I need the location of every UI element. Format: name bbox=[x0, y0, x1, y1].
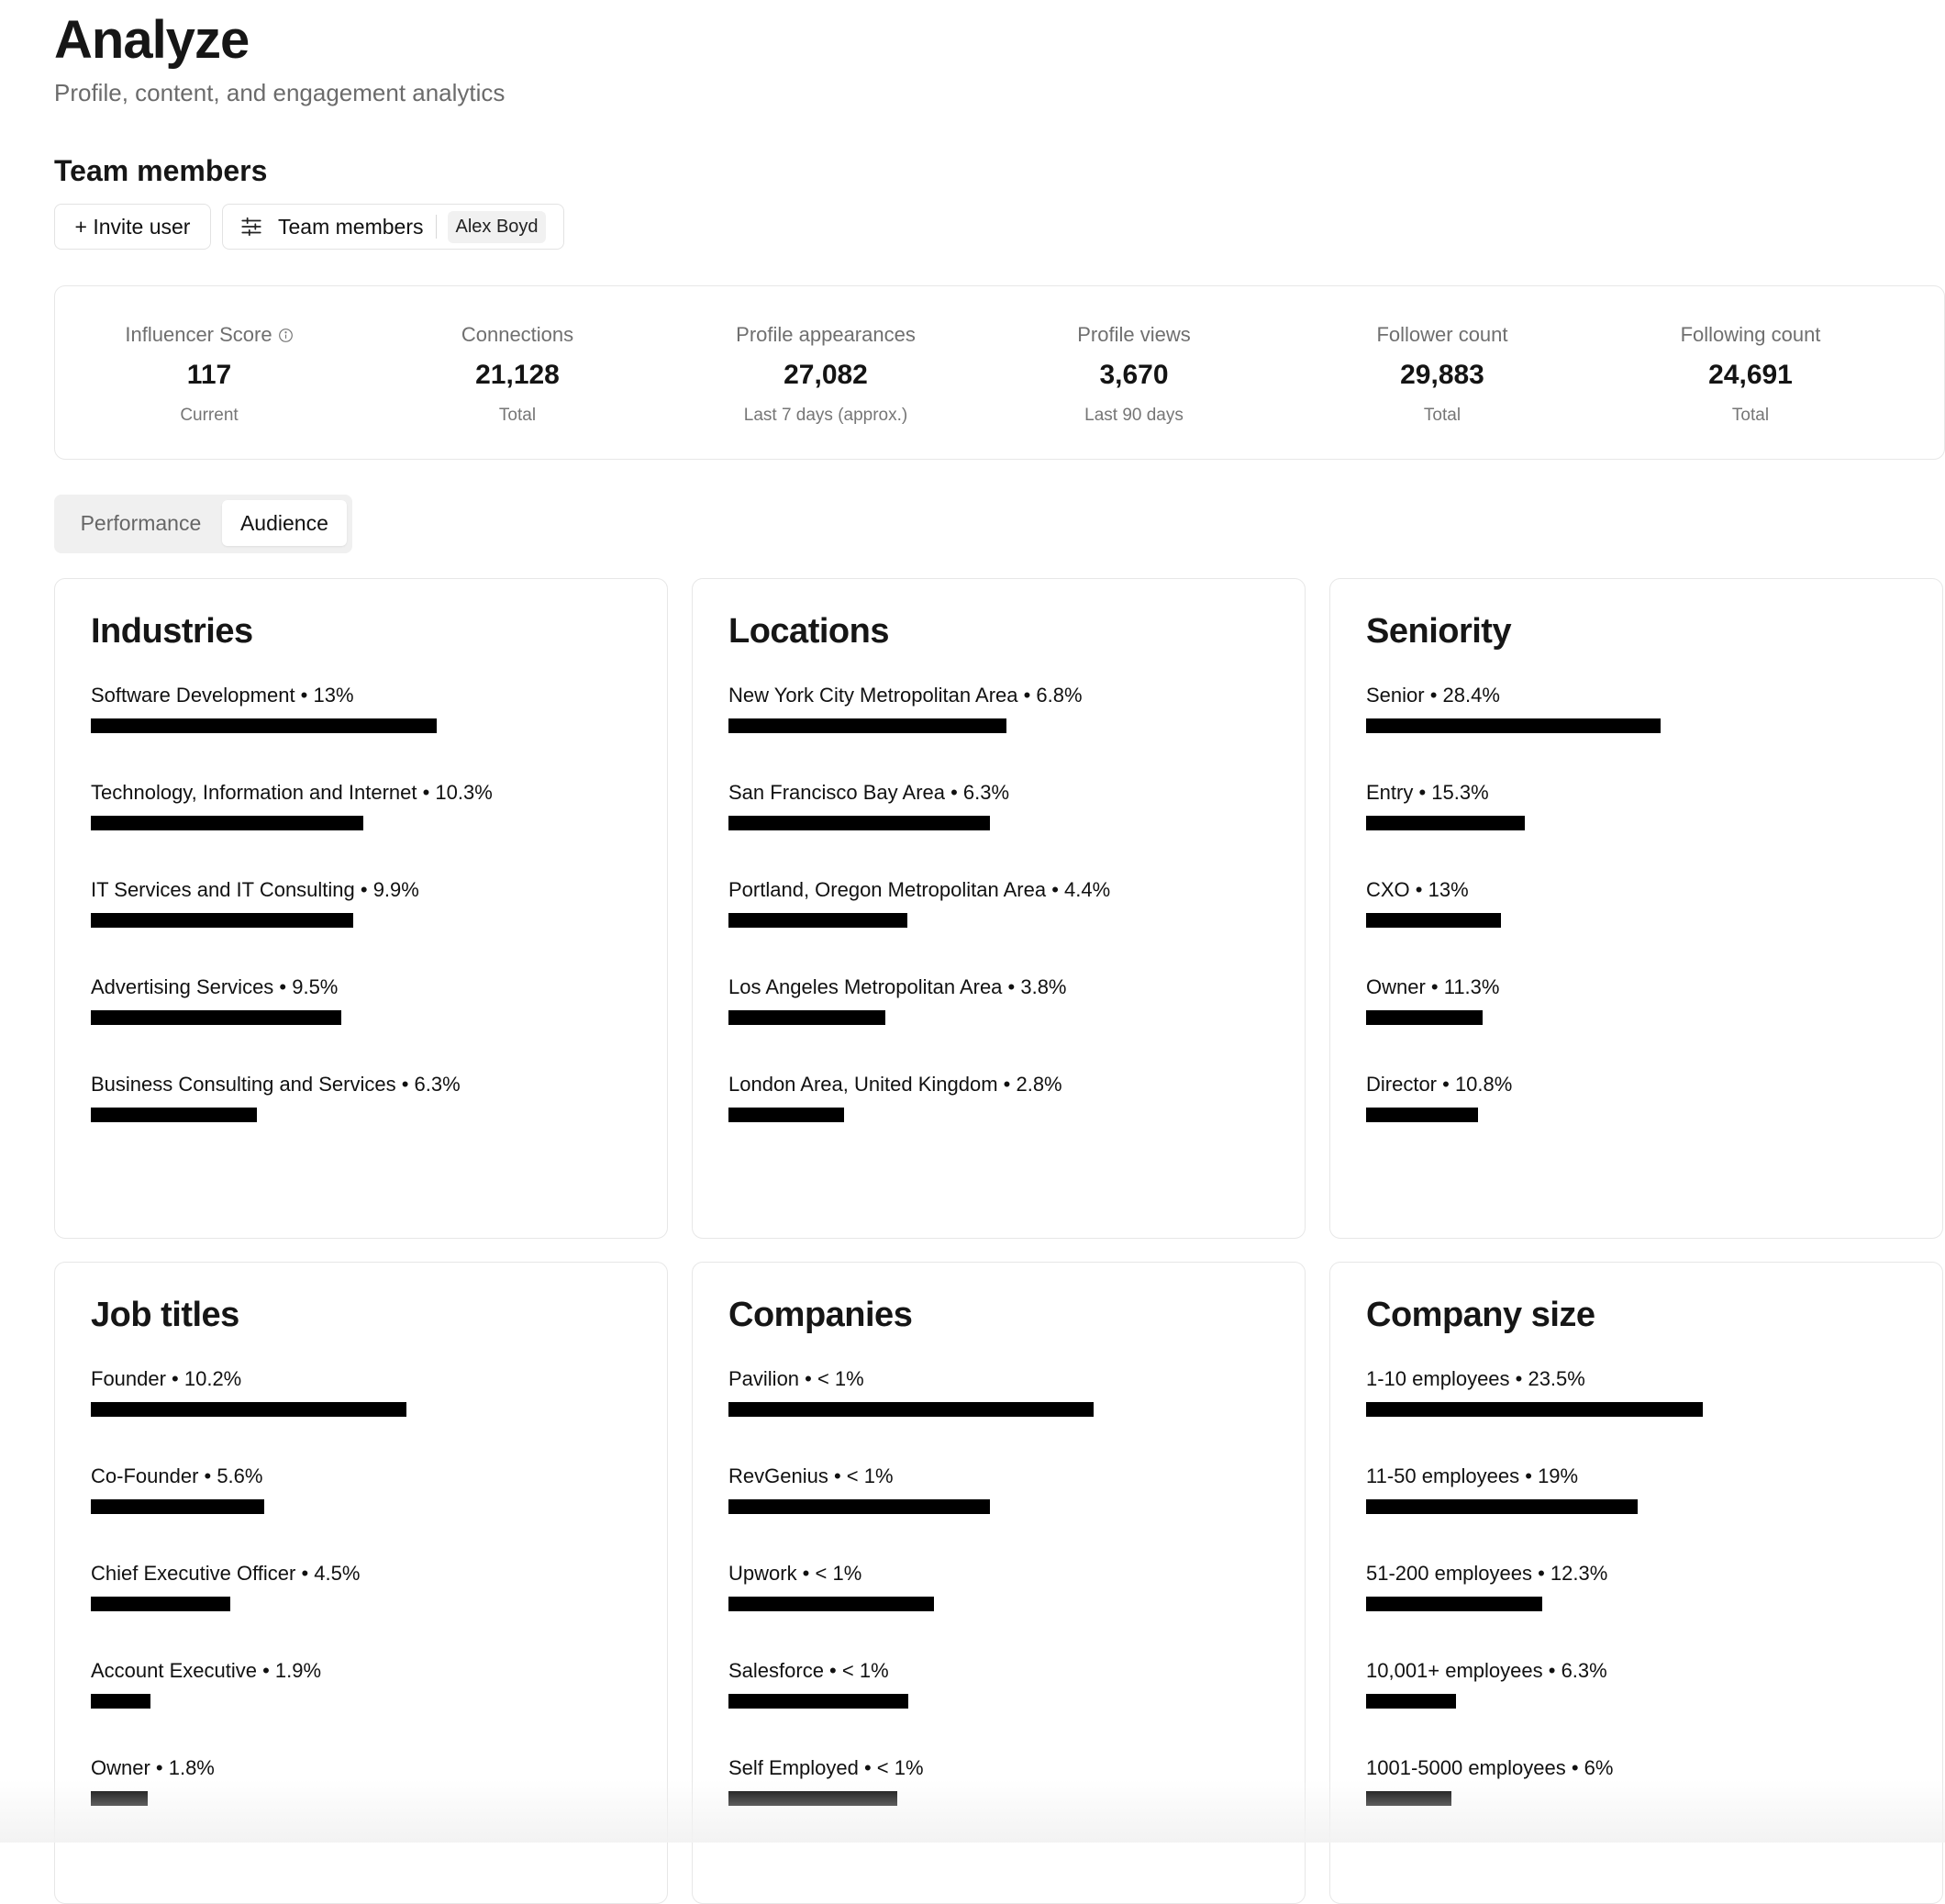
audience-item-label: CXO • 13% bbox=[1366, 878, 1469, 901]
audience-item bbox=[91, 975, 641, 1025]
stat-value: 24,691 bbox=[1708, 360, 1793, 390]
audience-item-label: RevGenius • < 1% bbox=[728, 1464, 894, 1487]
stat-following-count bbox=[1596, 323, 1905, 426]
audience-item-bar bbox=[91, 1010, 341, 1025]
team-members-filter-button[interactable] bbox=[222, 204, 564, 250]
audience-item-label: Account Executive • 1.9% bbox=[91, 1659, 322, 1682]
audience-item-bar bbox=[1366, 718, 1661, 733]
audience-item bbox=[728, 1367, 1279, 1417]
audience-item bbox=[91, 781, 641, 830]
stat-sub: Last 7 days (approx.) bbox=[743, 406, 908, 425]
audience-item-bar bbox=[1366, 1694, 1456, 1709]
stat-profile-appearances bbox=[672, 323, 980, 426]
audience-item-bar bbox=[728, 1010, 885, 1025]
audience-item bbox=[728, 1562, 1279, 1611]
stat-label: Follower count bbox=[1376, 323, 1508, 346]
audience-item-bar bbox=[728, 816, 990, 830]
card-title: Locations bbox=[728, 612, 889, 651]
audience-item-label: Self Employed • < 1% bbox=[728, 1756, 924, 1779]
invite-user-button[interactable] bbox=[54, 204, 211, 250]
audience-item-label: San Francisco Bay Area • 6.3% bbox=[728, 781, 1010, 804]
audience-item bbox=[1366, 1464, 1917, 1514]
stat-value: 3,670 bbox=[1099, 360, 1169, 390]
audience-item-bar bbox=[1366, 816, 1525, 830]
audience-item-bar bbox=[91, 1108, 257, 1122]
stat-value: 21,128 bbox=[475, 360, 560, 390]
audience-item-label: Los Angeles Metropolitan Area • 3.8% bbox=[728, 975, 1067, 998]
audience-item-bar bbox=[728, 1597, 934, 1611]
audience-item-label: Senior • 28.4% bbox=[1366, 684, 1500, 707]
tab-audience[interactable]: Audience bbox=[222, 500, 347, 546]
view-tabs bbox=[54, 495, 352, 553]
audience-item bbox=[1366, 1659, 1917, 1709]
filter-sliders-icon bbox=[239, 215, 263, 239]
stat-value: 29,883 bbox=[1400, 360, 1484, 390]
stat-sub: Last 90 days bbox=[1084, 406, 1184, 425]
card-seniority bbox=[1329, 578, 1943, 1239]
audience-item-label: Advertising Services • 9.5% bbox=[91, 975, 339, 998]
stat-connections bbox=[363, 323, 672, 426]
card-industries bbox=[54, 578, 668, 1239]
team-members-heading: Team members bbox=[54, 154, 268, 187]
scroll-fade bbox=[0, 1780, 1945, 1843]
audience-item bbox=[91, 1464, 641, 1514]
audience-item-label: Chief Executive Officer • 4.5% bbox=[91, 1562, 361, 1585]
stat-label: Connections bbox=[461, 323, 574, 346]
audience-item-label: Pavilion • < 1% bbox=[728, 1367, 864, 1390]
stat-value: 27,082 bbox=[784, 360, 868, 390]
stat-follower-count bbox=[1288, 323, 1596, 426]
card-title: Seniority bbox=[1366, 612, 1512, 651]
stat-sub: Current bbox=[180, 406, 239, 425]
audience-item-bar bbox=[1366, 1010, 1483, 1025]
card-title: Companies bbox=[728, 1296, 913, 1334]
team-filter-label: Team members bbox=[278, 214, 424, 239]
stat-profile-views bbox=[980, 323, 1288, 426]
audience-item-label: Portland, Oregon Metropolitan Area • 4.4% bbox=[728, 878, 1111, 901]
stats-panel bbox=[54, 285, 1945, 460]
tab-performance[interactable]: Performance bbox=[80, 510, 202, 535]
audience-item bbox=[91, 1659, 641, 1709]
audience-item-label: 51-200 employees • 12.3% bbox=[1366, 1562, 1608, 1585]
card-title: Company size bbox=[1366, 1296, 1595, 1334]
audience-item-label: Co-Founder • 5.6% bbox=[91, 1464, 263, 1487]
audience-item-label: 10,001+ employees • 6.3% bbox=[1366, 1659, 1607, 1682]
audience-item-bar bbox=[728, 1108, 844, 1122]
audience-item-label: Founder • 10.2% bbox=[91, 1367, 242, 1390]
stat-sub: Total bbox=[498, 406, 537, 425]
audience-item bbox=[728, 781, 1279, 830]
audience-item-label: 11-50 employees • 19% bbox=[1366, 1464, 1579, 1487]
audience-item-bar bbox=[1366, 1597, 1542, 1611]
audience-item-bar bbox=[1366, 1402, 1703, 1417]
audience-item-bar bbox=[1366, 1108, 1478, 1122]
card-title: Job titles bbox=[91, 1296, 239, 1334]
audience-item-bar bbox=[91, 1694, 150, 1709]
audience-item-label: Owner • 11.3% bbox=[1366, 975, 1500, 998]
audience-item bbox=[1366, 1073, 1917, 1122]
audience-item-label: Software Development • 13% bbox=[91, 684, 354, 707]
card-title: Industries bbox=[91, 612, 253, 651]
audience-item-bar bbox=[91, 816, 363, 830]
audience-item bbox=[1366, 684, 1917, 733]
stat-label-text: Influencer Score bbox=[125, 323, 272, 346]
audience-item-label: Technology, Information and Internet • 10.3% bbox=[91, 781, 493, 804]
audience-item bbox=[728, 684, 1279, 733]
audience-item-bar bbox=[1366, 913, 1501, 928]
audience-item-bar bbox=[91, 1597, 230, 1611]
audience-item-bar bbox=[728, 718, 1006, 733]
audience-item bbox=[1366, 878, 1917, 928]
audience-item bbox=[91, 1562, 641, 1611]
stat-influencer-score bbox=[55, 323, 363, 426]
audience-item bbox=[91, 1073, 641, 1122]
audience-item-label: Business Consulting and Services • 6.3% bbox=[91, 1073, 461, 1096]
selected-member-chip[interactable]: Alex Boyd bbox=[448, 211, 545, 243]
audience-item-bar bbox=[91, 913, 353, 928]
audience-item bbox=[1366, 781, 1917, 830]
audience-item-bar bbox=[728, 1694, 908, 1709]
audience-item bbox=[728, 1464, 1279, 1514]
audience-item bbox=[1366, 1367, 1917, 1417]
page-subtitle: Profile, content, and engagement analytics bbox=[54, 79, 506, 106]
audience-item-bar bbox=[728, 913, 907, 928]
audience-item-bar bbox=[728, 1402, 1094, 1417]
audience-item-label: Entry • 15.3% bbox=[1366, 781, 1489, 804]
audience-item bbox=[91, 684, 641, 733]
audience-item-label: Salesforce • < 1% bbox=[728, 1659, 889, 1682]
audience-item-bar bbox=[91, 1499, 264, 1514]
stat-label: Following count bbox=[1680, 323, 1821, 346]
filter-divider bbox=[436, 215, 437, 239]
audience-item bbox=[728, 975, 1279, 1025]
audience-item-label: New York City Metropolitan Area • 6.8% bbox=[728, 684, 1083, 707]
audience-item bbox=[728, 1659, 1279, 1709]
page-title: Analyze bbox=[54, 10, 250, 70]
audience-item-bar bbox=[91, 1402, 406, 1417]
audience-item-label: 1001-5000 employees • 6% bbox=[1366, 1756, 1614, 1779]
audience-item-bar bbox=[91, 718, 437, 733]
audience-item bbox=[91, 1367, 641, 1417]
audience-item-bar bbox=[1366, 1499, 1638, 1514]
audience-item bbox=[1366, 1562, 1917, 1611]
audience-item-label: 1-10 employees • 23.5% bbox=[1366, 1367, 1585, 1390]
audience-item-bar bbox=[728, 1499, 990, 1514]
stat-value: 117 bbox=[186, 360, 232, 390]
audience-item-label: Owner • 1.8% bbox=[91, 1756, 215, 1779]
audience-item bbox=[1366, 975, 1917, 1025]
card-locations bbox=[692, 578, 1306, 1239]
stat-sub: Total bbox=[1423, 406, 1462, 425]
audience-item-label: Upwork • < 1% bbox=[728, 1562, 862, 1585]
audience-item bbox=[728, 878, 1279, 928]
stat-sub: Total bbox=[1731, 406, 1770, 425]
audience-item-label: IT Services and IT Consulting • 9.9% bbox=[91, 878, 419, 901]
audience-item bbox=[728, 1073, 1279, 1122]
audience-item bbox=[91, 878, 641, 928]
info-icon[interactable] bbox=[278, 328, 294, 343]
stat-label: Profile views bbox=[1077, 323, 1191, 346]
audience-item-label: Director • 10.8% bbox=[1366, 1073, 1513, 1096]
stat-label: Profile appearances bbox=[736, 323, 916, 346]
stat-label bbox=[55, 323, 363, 347]
audience-item-label: London Area, United Kingdom • 2.8% bbox=[728, 1073, 1062, 1096]
invite-user-label: + Invite user bbox=[74, 214, 191, 239]
